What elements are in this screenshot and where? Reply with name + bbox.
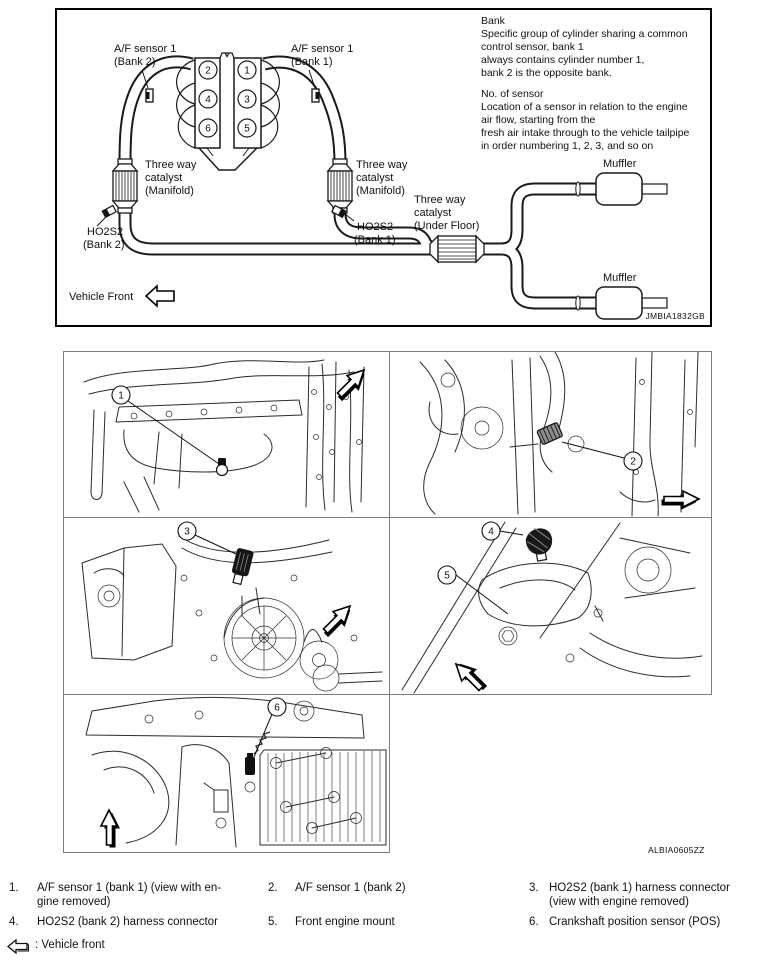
- callout-5: [438, 566, 456, 584]
- muffler-bottom-label: Muffler: [603, 272, 637, 284]
- callout-4: [482, 522, 500, 540]
- ho2s2-bank1-label2: (Bank 1): [354, 234, 396, 246]
- bank-note-line: control sensor, bank 1: [481, 41, 584, 53]
- legend-item-line: A/F sensor 1 (bank 1) (view with en-: [37, 882, 222, 894]
- cylinder-numbers: [199, 61, 256, 137]
- bank-note-title: Bank: [481, 15, 505, 27]
- vehicle-front-label: Vehicle Front: [69, 291, 134, 303]
- callout-2: [624, 452, 642, 470]
- legend-item-number: 6.: [529, 916, 539, 928]
- component-location-figure: [63, 351, 712, 862]
- catalyst-underfloor-label2: catalyst: [414, 207, 452, 219]
- ho2s2-bank2-label: HO2S2: [87, 226, 124, 238]
- ho2s2-bank2-connector-photo: [524, 525, 556, 562]
- exhaust-runners: [177, 60, 280, 148]
- sensor-note-line: fresh air intake through to the vehicle tailpipe: [481, 127, 690, 139]
- legend-item-number: 2.: [268, 882, 278, 894]
- sensor-note-title: No. of sensor: [481, 88, 544, 100]
- bank-note-line: Specific group of cylinder sharing a common: [481, 28, 688, 40]
- vehicle-front-arrow-icon: [146, 286, 174, 306]
- catalyst-manifold-left-label: Three way: [145, 159, 197, 171]
- callout-3: [178, 522, 196, 540]
- svg-text:6: 6: [274, 702, 280, 714]
- legend-item-number: 5.: [268, 916, 278, 928]
- svg-text:5: 5: [444, 570, 450, 582]
- cylinder-number: 4: [205, 94, 211, 106]
- svg-text:4: 4: [488, 526, 494, 538]
- catalyst-manifold-right-label2: catalyst: [356, 172, 394, 184]
- legend-item: [37, 881, 265, 909]
- panel-crankshaft-position-sensor: [63, 694, 390, 853]
- catalyst-manifold-left: [113, 159, 137, 213]
- legend-item: [295, 915, 515, 929]
- crankshaft-position-sensor-photo: [245, 732, 270, 775]
- legend-item-number: 3.: [529, 882, 539, 894]
- bank-note-line: always contains cylinder number 1,: [481, 54, 645, 66]
- figure1-code: JMBIA1832GB: [645, 311, 705, 321]
- definitions-note: [481, 15, 713, 153]
- direction-arrow-icon: [332, 364, 372, 404]
- legend-item: [549, 881, 759, 909]
- legend-item-line: HO2S2 (bank 2) harness connector: [37, 916, 218, 928]
- cylinder-number: 6: [205, 123, 211, 135]
- callout-6: [268, 698, 286, 716]
- legend-item-line: gine removed): [37, 896, 111, 908]
- panel-ho2s2-bank1-connector: [63, 517, 390, 695]
- sensor-note-line: Location of a sensor in relation to the engine: [481, 101, 688, 113]
- catalyst-manifold-right: [328, 159, 352, 213]
- catalyst-underfloor-label: Three way: [414, 194, 466, 206]
- sensor-note-line: in order numbering 1, 2, 3, and so on: [481, 140, 654, 152]
- figure2-code: ALBIA0605ZZ: [648, 845, 705, 855]
- cylinder-number: 2: [205, 65, 211, 77]
- catalyst-underfloor-label3: (Under Floor): [414, 220, 480, 232]
- legend-item-line: Crankshaft position sensor (POS): [549, 916, 721, 928]
- exhaust-schematic-figure: [55, 8, 712, 327]
- panel-af-sensor-bank1: [63, 351, 390, 518]
- legend-item-line: (view with engine removed): [549, 896, 689, 908]
- direction-arrow-icon: [450, 656, 490, 694]
- bank-note-line: bank 2 is the opposite bank.: [481, 67, 612, 79]
- ho2s2-bank1-label: HO2S2: [357, 221, 394, 233]
- af-sensor-bank2-label2: (Bank 2): [114, 56, 156, 68]
- sensor-note-line: air flow, starting from the: [481, 114, 596, 126]
- ho2s2-bank2-label2: (Bank 2): [83, 239, 125, 251]
- cylinder-number: 3: [244, 94, 250, 106]
- legend-item: [37, 915, 265, 929]
- legend-item: [549, 915, 759, 929]
- catalyst-manifold-right-label3: (Manifold): [356, 185, 405, 197]
- af-sensor-bank2-label: A/F sensor 1: [114, 43, 177, 55]
- cylinder-number: 5: [244, 123, 250, 135]
- muffler-top-label: Muffler: [603, 158, 637, 170]
- legend-item-number: 4.: [9, 916, 19, 928]
- svg-text:3: 3: [184, 526, 190, 538]
- catalyst-manifold-right-label: Three way: [356, 159, 408, 171]
- direction-arrow-icon: [101, 810, 120, 848]
- vehicle-front-arrow-icon: [7, 939, 29, 959]
- svg-text:1: 1: [118, 390, 124, 402]
- legend-item-line: HO2S2 (bank 1) harness connector: [549, 882, 730, 894]
- svg-text:2: 2: [630, 456, 636, 468]
- direction-arrow-icon: [662, 491, 700, 510]
- legend-item-number: 1.: [9, 882, 19, 894]
- af-sensor-bank1-label2: (Bank 1): [291, 56, 333, 68]
- legend-item-line: A/F sensor 1 (bank 2): [295, 882, 406, 894]
- direction-arrow-icon: [318, 600, 358, 640]
- panel-af-sensor-bank2: [389, 351, 712, 518]
- af-sensor-bank1-label: A/F sensor 1: [291, 43, 354, 55]
- panel-ho2s2-bank2-and-mount: [389, 517, 712, 695]
- catalyst-underfloor: [430, 236, 484, 262]
- callout-1: [112, 386, 130, 404]
- ho2s2-bank2-marker: [102, 206, 116, 218]
- legend-item-line: Front engine mount: [295, 916, 395, 928]
- catalyst-manifold-left-label3: (Manifold): [145, 185, 194, 197]
- cylinder-number: 1: [244, 65, 250, 77]
- catalyst-manifold-left-label2: catalyst: [145, 172, 183, 184]
- ho2s2-bank1-connector-photo: [229, 547, 254, 585]
- legend-item: [295, 881, 515, 895]
- vehicle-front-note: : Vehicle front: [35, 939, 105, 951]
